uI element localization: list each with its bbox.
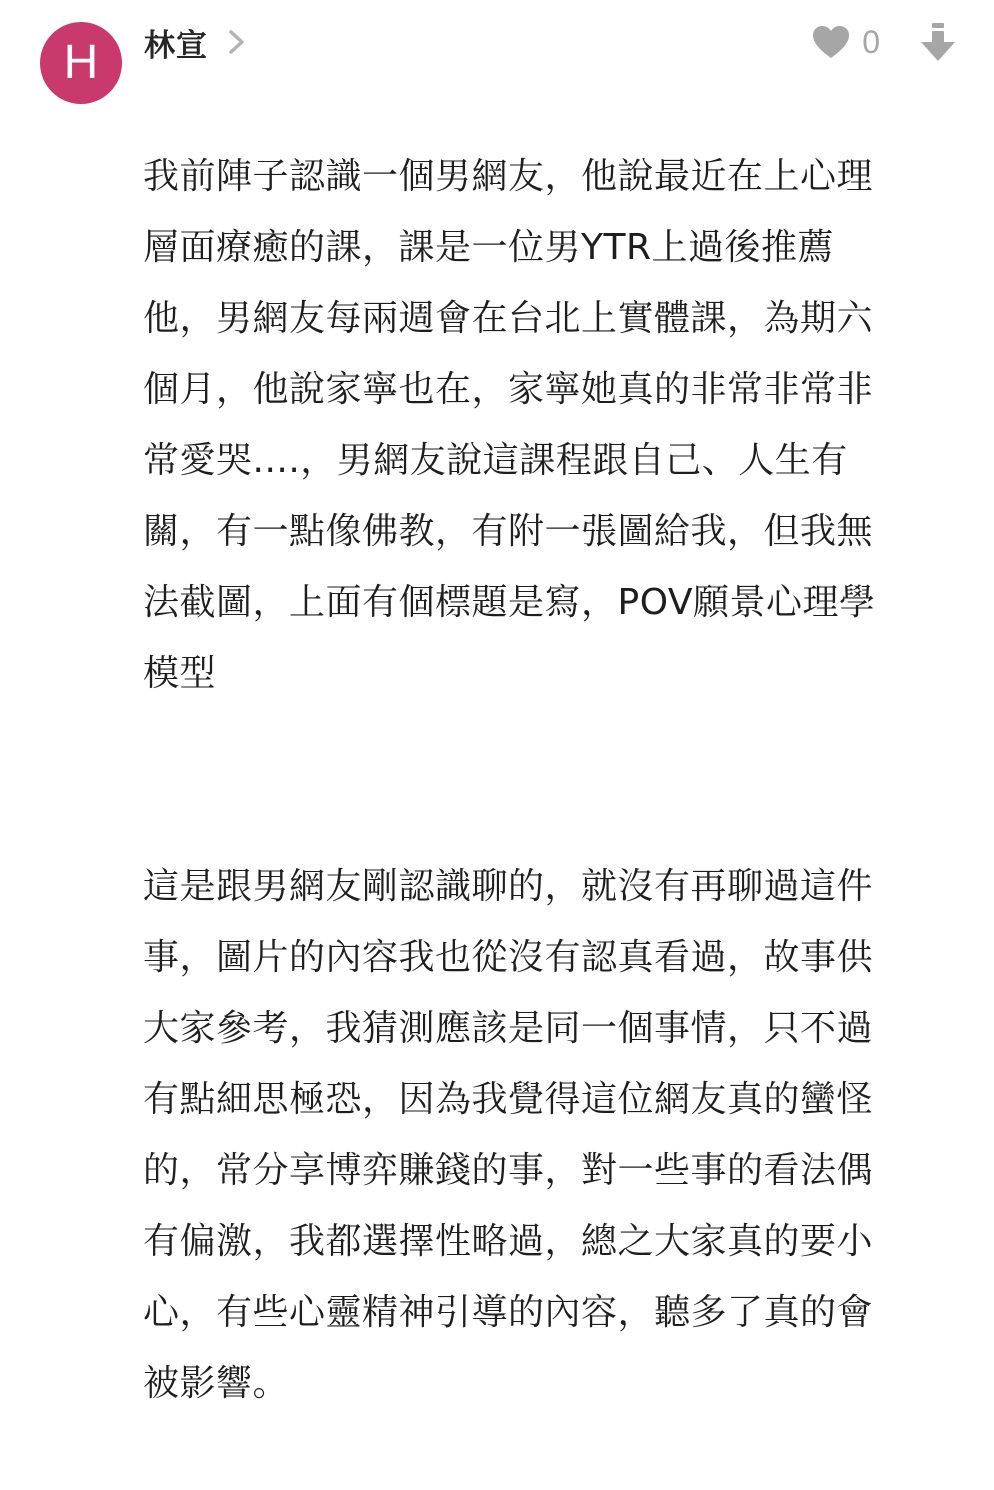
like-count: 0 [862,23,880,60]
like-button[interactable] [812,24,880,61]
heart-icon [812,25,850,59]
download-arrow-icon[interactable] [920,22,956,62]
comment-paragraph-1: 我前陣子認識一個男網友，他說最近在上心理 層面療癒的課，課是一位男YTR上過後推薦 他，男網友每兩週會在台北上實體課，為期六 個月，他說家寧也在，家寧她真的非常非常非 常愛哭....，男網友說這課程跟自己、人生有 關，有一點像佛教，有附一張圖給我，但我無 法截圖，上面有個標題是寫，POV願景心理學 模型 [143,156,876,694]
chevron-right-icon [226,27,248,57]
comment-body [143,70,963,1490]
avatar[interactable] [40,22,122,104]
avatar-initial: H [63,36,99,89]
comment-paragraph-2: 這是跟男網友剛認識聊的，就沒有再聊過這件 事，圖片的內容我也從沒有認真看過，故事供 大家參考，我猜測應該是同一個事情，只不過 有點細思極恐，因為我覺得這位網友真的蠻怪 的，常分享博弈賺錢的事，對一些事的看法偶 有偏激，我都選擇性略過，總之大家真的要小 心，有些心靈精神引導的內容，聽多了真的會 被影響。 [143,866,874,1404]
comment-actions [812,20,956,64]
author-link[interactable] [144,20,248,64]
author-name: 林宣 [144,27,208,64]
